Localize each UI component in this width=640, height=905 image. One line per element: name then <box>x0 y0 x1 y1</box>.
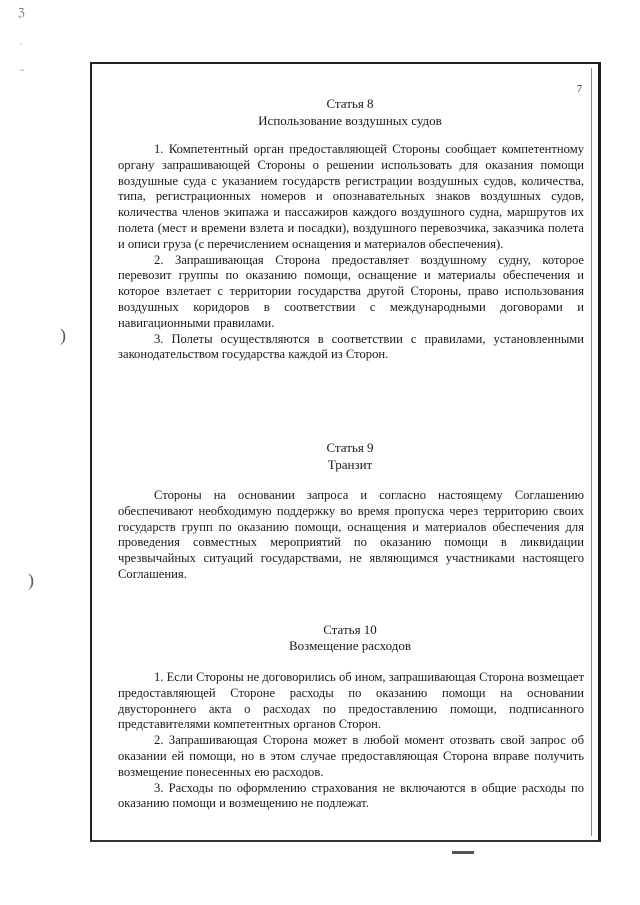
paragraph: 3. Расходы по оформлению страхования не включаются в общие расходы по оказанию помощи и возмещению не подлежат. <box>118 780 584 811</box>
article-title: Транзит <box>327 457 373 472</box>
article-body <box>118 488 584 583</box>
article-title: Возмещение расходов <box>288 638 412 653</box>
article-number: Статья 8 <box>326 96 374 111</box>
article-body <box>118 142 584 363</box>
scan-artifact: · <box>20 40 23 49</box>
punch-hole-mark: ) <box>60 325 66 345</box>
page-number: 7 <box>577 84 582 95</box>
scan-artifact: ~ <box>20 66 25 75</box>
paragraph: 1. Если Стороны не договорились об ином, запрашивающая Сторона возмещает предоставляющей Стороне расходы по оказанию помощи на основании двустороннего акта о расходах по предоставлению помощи, подписанного представителями компетентных органов Сторон. <box>118 670 584 732</box>
scan-artifact: ℨ <box>18 7 25 19</box>
punch-hole-mark: ) <box>28 570 34 590</box>
paragraph: 2. Запрашивающая Сторона может в любой момент отозвать свой запрос об оказании ей помощи, но в этом случае предоставляющая Сторона вправе получить возмещение понесенных ею расходов. <box>118 733 584 779</box>
article-title: Использование воздушных судов <box>258 113 442 128</box>
paragraph: Стороны на основании запроса и согласно настоящему Соглашению обеспечивают необходимую поддержку во время пропуска через территорию своих государств групп по оказанию помощи, оснащения и материалов обеспечения для проведения совместных мероприятий по оказанию помощи в ликвидации чрезвычайных ситуаций государствами, не являющимся участниками настоящего Соглашения. <box>118 488 584 581</box>
paragraph: 2. Запрашивающая Сторона предоставляет воздушному судну, которое перевозит группы по оказанию помощи, оснащение и материалы обеспечения и которое взлетает с территории государства другой Стороны, право использования воздушных коридоров в соответствии с международными договорами и навигационными правилами. <box>118 252 584 330</box>
scan-artifact <box>452 851 474 854</box>
paragraph: 1. Компетентный орган предоставляющей Стороны сообщает компетентному органу запрашивающей Стороны о решении использовать для оказания помощи воздушные суда с указанием государств регистрации воздушных судов, количества, типа, регистрационных номеров и опознавательных знаков воздушных судов, количества членов экипажа и пассажиров каждого воздушного судна, маршрутов их полета (мест и времени взлета и посадки), воздушного перевозчика, заказчика полета и описи груза (с перечислением оснащения и материалов обеспечения). <box>118 142 584 251</box>
paragraph: 3. Полеты осуществляются в соответствии с правилами, установленными законодательством государства каждой из Сторон. <box>118 331 584 362</box>
article-number: Статья 10 <box>323 622 377 637</box>
article-number: Статья 9 <box>326 440 374 455</box>
article-body <box>118 670 584 812</box>
